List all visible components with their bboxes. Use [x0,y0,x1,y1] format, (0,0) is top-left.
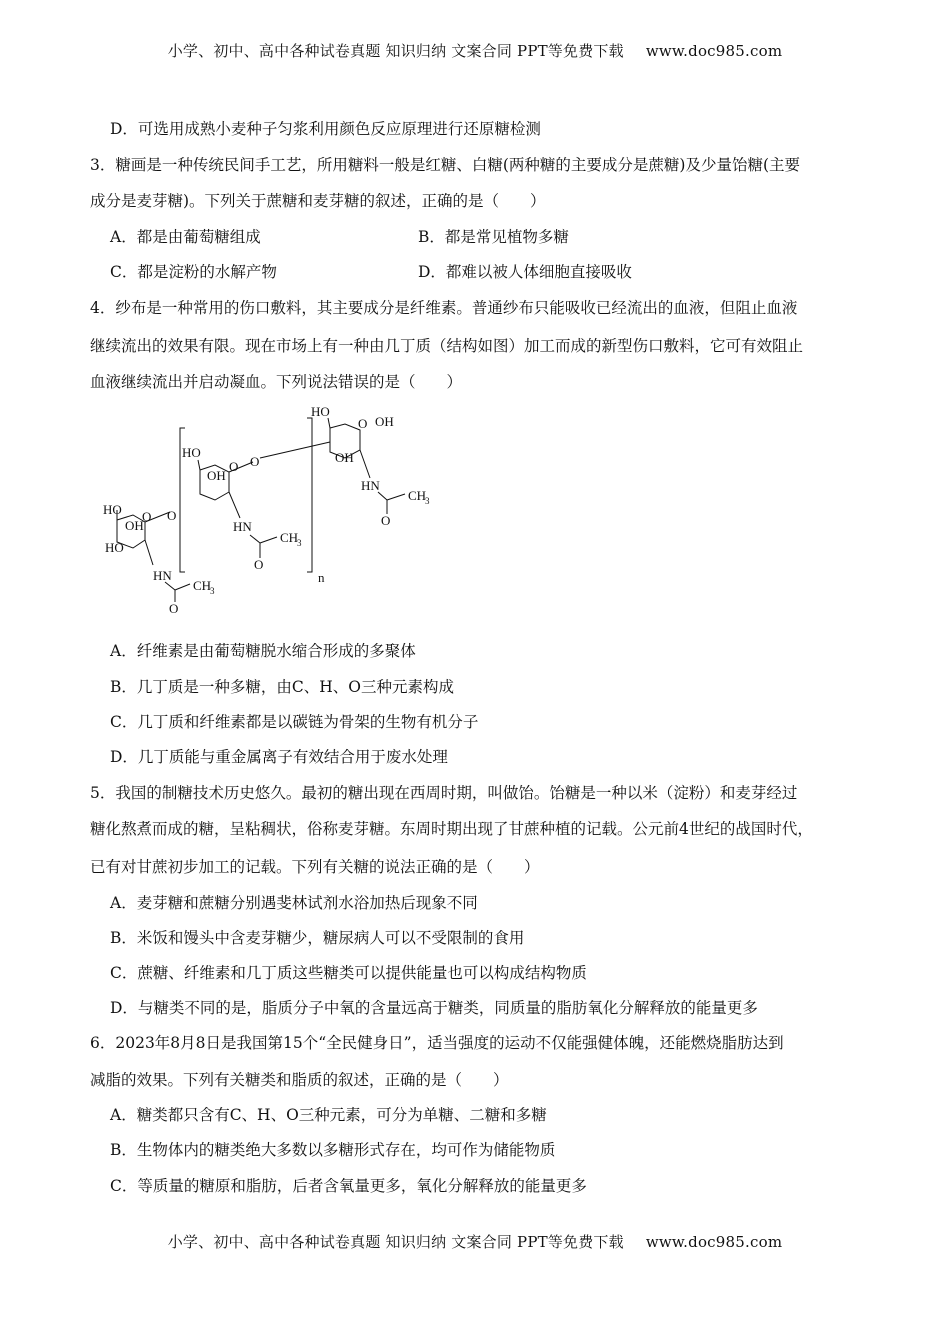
page-footer [0,1231,950,1252]
label-ch3-subscript: 3 [297,538,302,548]
label-o: O [250,454,260,469]
label-ho: HO [311,404,330,419]
label-ch3: CH [408,488,427,503]
q4-option-a: A．纤维素是由葡萄糖脱水缩合形成的多聚体 [110,642,416,660]
q5-stem-line-2: 糖化熬煮而成的糖，呈粘稠状，俗称麦芽糖。东周时期出现了甘蔗种植的记载。公元前4世纪的战国时代， [90,820,813,838]
label-hn: HN [233,519,252,534]
chitin-structure-diagram [95,400,455,615]
q3-stem-line-2: 成分是麦芽糖)。下列关于蔗糖和麦芽糖的叙述，正确的是（ ） [90,192,546,210]
q3-option-d: D．都难以被人体细胞直接吸收 [418,263,632,281]
label-o: O [169,601,179,615]
header-url[interactable]: www.doc985.com [645,42,783,60]
q6-stem-line-1: 6．2023年8月8日是我国第15个“全民健身日”，适当强度的运动不仅能强健体魄，还能燃烧脂肪达到 [90,1034,784,1052]
label-o: O [229,459,239,474]
q4-option-d: D．几丁质能与重金属离子有效结合用于废水处理 [110,748,448,766]
label-ho: HO [105,540,124,555]
q6-stem-line-2: 减脂的效果。下列有关糖类和脂质的叙述，正确的是（ ） [90,1071,509,1089]
label-oh: OH [207,468,226,483]
label-o: O [142,509,152,524]
label-oh: OH [375,414,394,429]
q5-option-a: A．麦芽糖和蔗糖分别遇斐林试剂水浴加热后现象不同 [110,894,478,912]
label-ch3: CH [280,530,299,545]
label-n: n [318,570,325,585]
q5-stem-line-1: 5．我国的制糖技术历史悠久。最初的糖出现在西周时期，叫做饴。饴糖是一种以米（淀粉）和麦芽经过 [90,784,798,802]
q5-option-b: B．米饭和馒头中含麦芽糖少，糖尿病人可以不受限制的食用 [110,929,525,947]
footer-url[interactable]: www.doc985.com [645,1233,783,1251]
q5-option-c: C．蔗糖、纤维素和几丁质这些糖类可以提供能量也可以构成结构物质 [110,964,587,982]
label-o: O [167,508,177,523]
q4-option-b: B．几丁质是一种多糖，由C、H、O三种元素构成 [110,678,454,696]
prev-question-option-d: D．可选用成熟小麦种子匀浆利用颜色反应原理进行还原糖检测 [110,120,541,138]
header-text: 小学、初中、高中各种试卷真题 知识归纳 文案合同 PPT等免费下载 [167,42,624,60]
footer-text: 小学、初中、高中各种试卷真题 知识归纳 文案合同 PPT等免费下载 [167,1233,624,1251]
q6-option-a: A．糖类都只含有C、H、O三种元素，可分为单糖、二糖和多糖 [110,1106,547,1124]
label-ho: HO [103,502,122,517]
label-ch3: CH [193,578,212,593]
label-hn: HN [361,478,380,493]
q3-option-c: C．都是淀粉的水解产物 [110,263,277,281]
q4-stem-line-1: 4．纱布是一种常用的伤口敷料，其主要成分是纤维素。普通纱布只能吸收已经流出的血液，但阻止血液 [90,299,798,317]
q6-option-c: C．等质量的糖原和脂肪，后者含氧量更多，氧化分解释放的能量更多 [110,1177,587,1195]
q6-option-b: B．生物体内的糖类绝大多数以多糖形式存在，均可作为储能物质 [110,1141,556,1159]
page-header [0,40,950,61]
label-o: O [358,416,368,431]
q3-option-a: A．都是由葡萄糖组成 [110,228,261,246]
label-ch3-subscript: 3 [210,586,215,596]
q5-stem-line-3: 已有对甘蔗初步加工的记载。下列有关糖的说法正确的是（ ） [90,858,540,876]
label-oh: OH [335,450,354,465]
label-ho: HO [182,445,201,460]
label-ch3-subscript: 3 [425,496,430,506]
q4-option-c: C．几丁质和纤维素都是以碳链为骨架的生物有机分子 [110,713,479,731]
q3-stem-line-1: 3．糖画是一种传统民间手工艺，所用糖料一般是红糖、白糖(两种糖的主要成分是蔗糖)及少量饴糖(主要 [90,156,801,174]
q4-stem-line-3: 血液继续流出并启动凝血。下列说法错误的是（ ） [90,373,463,391]
label-oh: OH [125,518,144,533]
label-o: O [381,513,391,528]
q5-option-d: D．与糖类不同的是，脂质分子中氧的含量远高于糖类，同质量的脂肪氧化分解释放的能量更多 [110,999,758,1017]
q3-option-b: B．都是常见植物多糖 [418,228,569,246]
q4-stem-line-2: 继续流出的效果有限。现在市场上有一种由几丁质（结构如图）加工而成的新型伤口敷料，它可有效阻止 [90,337,804,355]
label-hn: HN [153,568,172,583]
label-o: O [254,557,264,572]
